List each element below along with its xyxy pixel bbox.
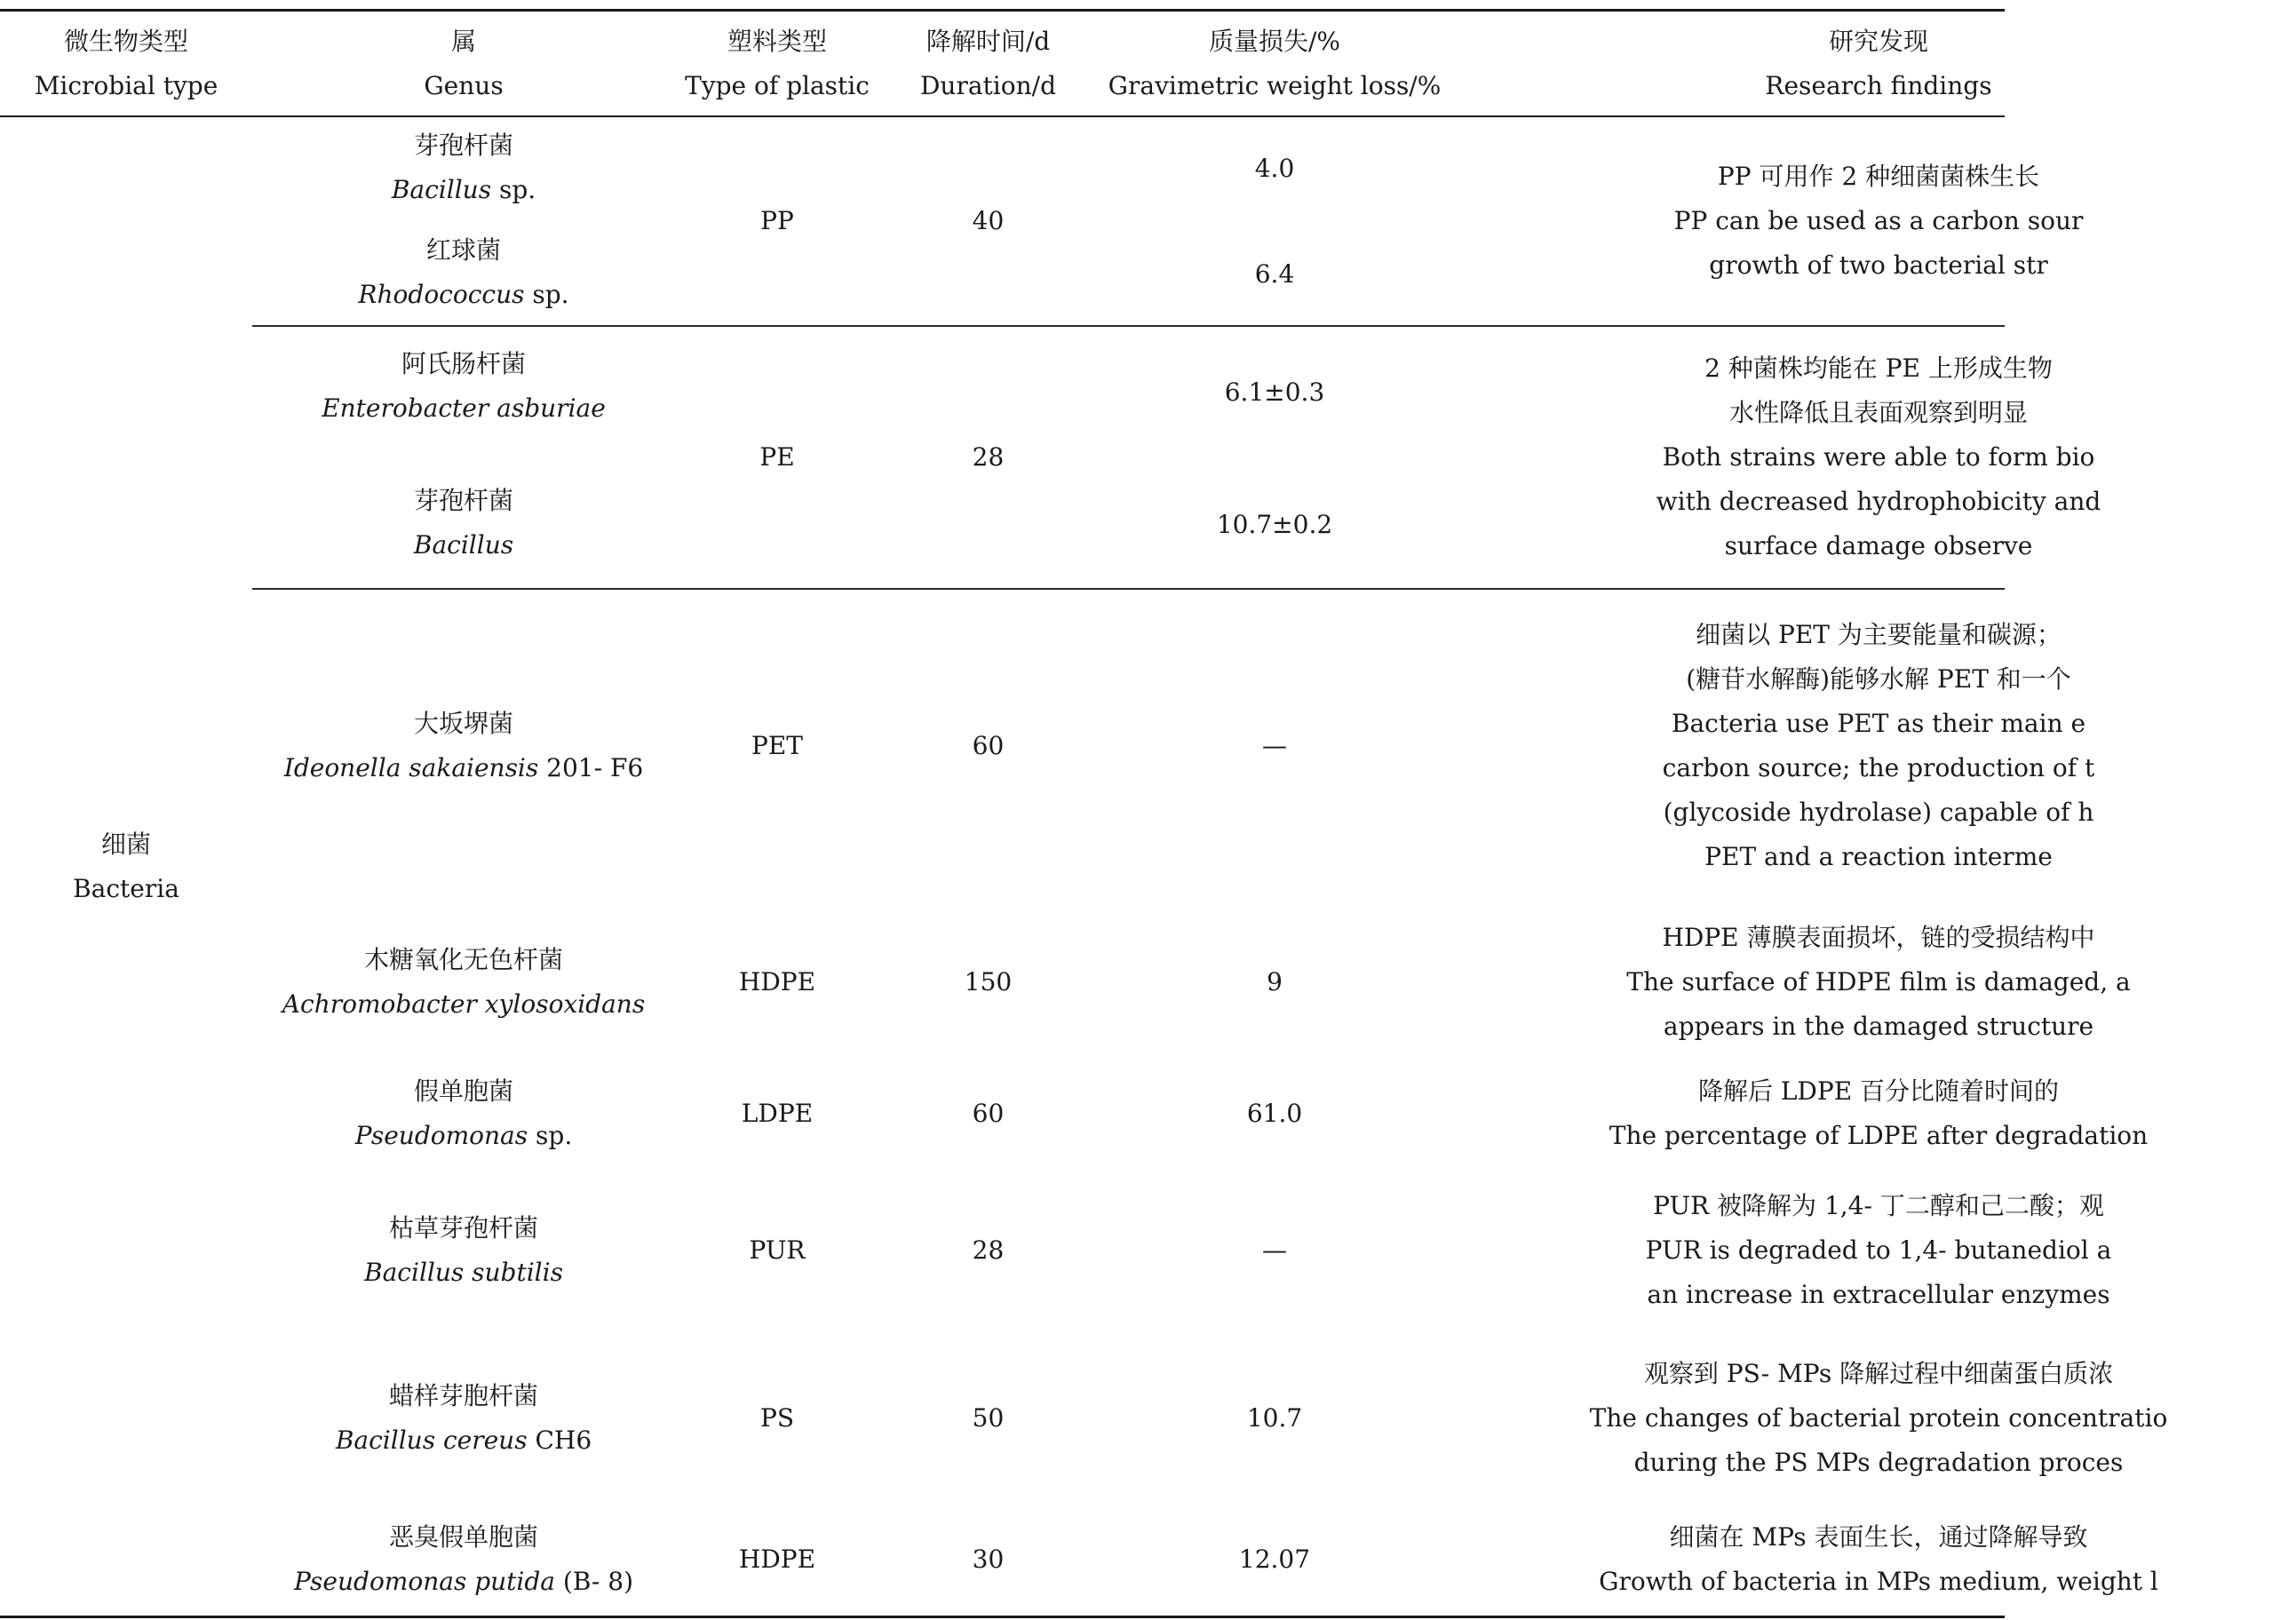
genus-en xyxy=(358,273,568,317)
genus-en-suffix: sp. xyxy=(528,1121,573,1150)
findings-line: HDPE 薄膜表面损坏，链的受损结构中 xyxy=(1662,923,2095,952)
duration-cell: 28 xyxy=(972,442,1005,472)
plastic-cell: PS xyxy=(759,1403,795,1433)
row-divider-2 xyxy=(252,588,2005,590)
genus-en-italic: Bacillus cereus xyxy=(335,1425,528,1455)
loss-cell: — xyxy=(1262,731,1287,760)
genus-en xyxy=(336,1418,592,1463)
findings-line: 2 种菌株均能在 PE 上形成生物 xyxy=(1704,353,2053,383)
genus-zh: 红球菌 xyxy=(425,235,501,265)
findings-line: Growth of bacteria in MPs medium, weight l xyxy=(1599,1567,2158,1596)
loss-cell: 10.7 xyxy=(1246,1403,1303,1433)
genus-en-italic: Ideonella sakaiensis xyxy=(283,753,539,782)
header-genus-en: Genus xyxy=(424,71,504,100)
bottom-rule xyxy=(0,1616,2005,1618)
findings-line: The changes of bacterial protein concentratio xyxy=(1589,1403,2168,1433)
header-microbial-type-en: Microbial type xyxy=(34,71,218,100)
loss-cell: 6.1±0.3 xyxy=(1224,377,1325,407)
genus-cell xyxy=(252,1374,675,1463)
genus-en xyxy=(294,1560,633,1604)
findings-line: PET and a reaction interme xyxy=(1704,842,2053,871)
findings-line: The percentage of LDPE after degradation xyxy=(1609,1121,2149,1150)
header-plastic-en: Type of plastic xyxy=(685,71,870,100)
findings-line: (糖苷水解酶)能够水解 PET 和一个 xyxy=(1686,664,2071,694)
genus-en xyxy=(322,386,606,431)
findings-cell xyxy=(1461,117,2296,325)
duration-cell: 30 xyxy=(972,1545,1005,1574)
genus-cell xyxy=(252,1069,675,1158)
header-genus xyxy=(252,20,675,108)
findings-line: Both strains were able to form bio xyxy=(1662,442,2095,472)
loss-cell: 61.0 xyxy=(1246,1099,1303,1128)
genus-en-italic: Pseudomonas xyxy=(354,1121,528,1150)
findings-line: PUR 被降解为 1,4- 丁二醇和己二酸；观 xyxy=(1653,1191,2104,1220)
header-weight-loss-en: Gravimetric weight loss/% xyxy=(1108,71,1442,100)
loss-cell: 12.07 xyxy=(1238,1545,1311,1574)
header-plastic xyxy=(675,20,879,108)
header-findings xyxy=(1461,20,2296,108)
microbial-type-zh: 细菌 xyxy=(100,829,151,859)
loss-cell: 9 xyxy=(1267,967,1283,997)
header-weight-loss xyxy=(1097,20,1452,108)
genus-en-italic: Bacillus xyxy=(391,175,492,204)
genus-en xyxy=(392,168,536,212)
genus-en-suffix: CH6 xyxy=(527,1425,592,1455)
plastic-cell: HDPE xyxy=(738,967,816,997)
findings-line: with decreased hydrophobicity and xyxy=(1656,487,2101,516)
plastic-cell: PE xyxy=(759,442,795,472)
plastic-cell: HDPE xyxy=(738,1545,816,1574)
plastic-cell: LDPE xyxy=(741,1099,814,1128)
microbial-type-en: Bacteria xyxy=(73,873,179,903)
genus-zh: 芽孢杆菌 xyxy=(413,131,513,160)
genus-en-suffix: sp. xyxy=(491,175,536,204)
genus-en-suffix: 201- F6 xyxy=(538,753,644,782)
findings-line: PUR is degraded to 1,4- butanediol a xyxy=(1645,1235,2112,1265)
genus-cell xyxy=(252,479,675,568)
findings-line: Bacteria use PET as their main e xyxy=(1671,709,2086,738)
header-findings-en: Research findings xyxy=(1765,71,1992,100)
findings-cell xyxy=(1461,1184,2296,1317)
genus-zh: 阿氏肠杆菌 xyxy=(401,349,526,378)
findings-cell xyxy=(1461,1069,2296,1158)
header-microbial-type-zh: 微生物类型 xyxy=(63,27,188,56)
genus-en xyxy=(284,746,643,790)
genus-cell xyxy=(252,228,675,317)
findings-line: The surface of HDPE film is damaged, a xyxy=(1626,967,2131,997)
genus-en-italic: Bacillus subtilis xyxy=(364,1258,563,1287)
genus-en-italic: Achromobacter xylosoxidans xyxy=(282,989,646,1019)
header-duration xyxy=(879,20,1097,108)
genus-en-suffix: sp. xyxy=(524,280,569,309)
duration-cell: 50 xyxy=(972,1403,1005,1433)
genus-cell xyxy=(252,123,675,212)
genus-en xyxy=(364,1251,563,1295)
header-plastic-zh: 塑料类型 xyxy=(727,27,827,56)
findings-cell xyxy=(1461,916,2296,1049)
genus-zh: 芽孢杆菌 xyxy=(413,486,513,515)
genus-zh: 大坂堺菌 xyxy=(413,709,513,738)
genus-cell xyxy=(252,702,675,790)
genus-en xyxy=(282,982,645,1027)
loss-cell: 4.0 xyxy=(1254,154,1295,183)
findings-line: 降解后 LDPE 百分比随着时间的 xyxy=(1697,1076,2060,1106)
genus-cell xyxy=(252,1206,675,1295)
header-findings-zh: 研究发现 xyxy=(1828,27,1928,56)
genus-en xyxy=(414,523,513,568)
findings-line: 观察到 PS- MPs 降解过程中细菌蛋白质浓 xyxy=(1643,1359,2114,1388)
loss-cell: — xyxy=(1262,1235,1287,1265)
header-duration-en: Duration/d xyxy=(919,71,1056,100)
genus-cell xyxy=(252,938,675,1027)
genus-cell xyxy=(252,1515,675,1604)
loss-cell: 10.7±0.2 xyxy=(1216,510,1333,539)
plastic-cell: PUR xyxy=(749,1235,806,1265)
findings-line: carbon source; the production of t xyxy=(1662,753,2095,782)
header-duration-zh: 降解时间/d xyxy=(926,27,1051,56)
findings-line: (glycoside hydrolase) capable of h xyxy=(1663,798,2094,827)
genus-en-italic: Enterobacter asburiae xyxy=(322,393,606,423)
plastic-cell: PET xyxy=(751,731,803,760)
findings-line: PP can be used as a carbon sour xyxy=(1673,206,2084,235)
findings-line: appears in the damaged structure xyxy=(1663,1012,2094,1041)
findings-line: during the PS MPs degradation proces xyxy=(1633,1448,2124,1477)
duration-cell: 40 xyxy=(972,206,1005,235)
findings-line: 细菌以 PET 为主要能量和碳源； xyxy=(1696,620,2062,649)
genus-en-italic: Pseudomonas putida xyxy=(293,1567,555,1596)
findings-line: PP 可用作 2 种细菌菌株生长 xyxy=(1717,162,2040,191)
genus-zh: 恶臭假单胞菌 xyxy=(388,1522,538,1552)
plastic-cell: PP xyxy=(760,206,794,235)
findings-line: an increase in extracellular enzymes xyxy=(1647,1280,2110,1309)
genus-zh: 假单胞菌 xyxy=(413,1076,513,1106)
findings-cell xyxy=(1461,1352,2296,1485)
duration-cell: 28 xyxy=(972,1235,1005,1265)
duration-cell: 60 xyxy=(972,731,1005,760)
duration-cell: 150 xyxy=(964,967,1013,997)
genus-zh: 枯草芽孢杆菌 xyxy=(388,1213,538,1243)
genus-en-italic: Bacillus xyxy=(413,530,514,560)
genus-en xyxy=(355,1114,572,1158)
header-genus-zh: 属 xyxy=(450,27,476,56)
top-rule xyxy=(0,9,2005,12)
genus-en-suffix: (B- 8) xyxy=(555,1567,634,1596)
genus-cell xyxy=(252,342,675,431)
genus-zh: 木糖氧化无色杆菌 xyxy=(363,945,563,974)
microbial-type-cell xyxy=(0,117,252,1616)
genus-zh: 蜡样芽胞杆菌 xyxy=(388,1381,538,1410)
findings-line: 水性降低且表面观察到明显 xyxy=(1728,398,2028,427)
findings-line: 细菌在 MPs 表面生长，通过降解导致 xyxy=(1669,1522,2088,1552)
findings-line: growth of two bacterial str xyxy=(1709,250,2048,280)
genus-en-italic: Rhodococcus xyxy=(358,280,525,309)
loss-cell: 6.4 xyxy=(1254,259,1295,289)
header-weight-loss-zh: 质量损失/% xyxy=(1208,27,1341,56)
findings-line: surface damage observe xyxy=(1724,531,2033,560)
findings-cell xyxy=(1461,613,2296,879)
findings-cell xyxy=(1461,1515,2296,1604)
header-microbial-type xyxy=(0,20,252,108)
findings-cell xyxy=(1461,327,2296,588)
duration-cell: 60 xyxy=(972,1099,1005,1128)
